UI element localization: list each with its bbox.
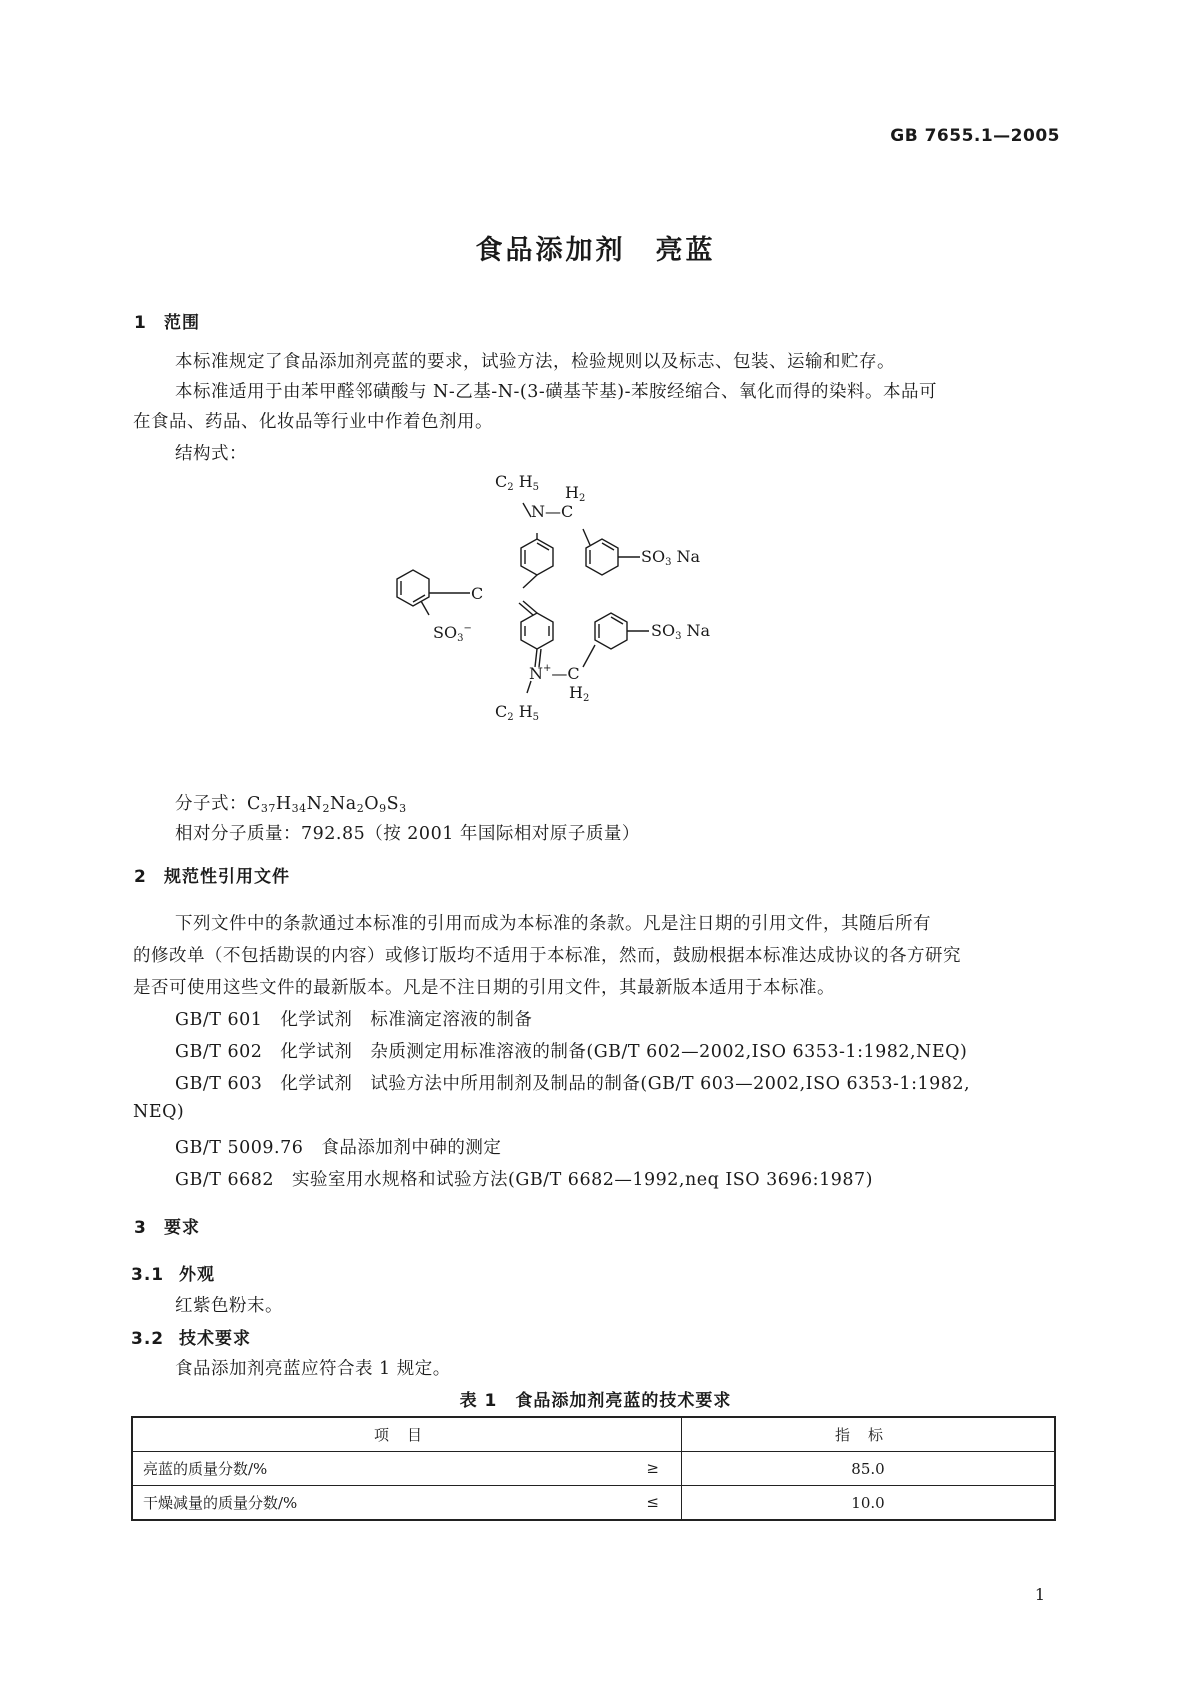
requirements-table <box>131 1416 1056 1521</box>
subsection-number: 3.1 <box>131 1265 165 1285</box>
comparison-symbol: ≥ <box>646 1459 659 1477</box>
sulfonate-group-2: SO3 Na <box>651 621 711 642</box>
sulfonate-group-1: SO3 Na <box>641 547 701 568</box>
table-cell-item <box>132 1486 682 1521</box>
paragraph: 在食品、药品、化妆品等行业中作着色剂用。 <box>133 412 493 432</box>
molar-mass: 相对分子质量：792.85（按 2001 年国际相对原子质量） <box>175 824 640 844</box>
table-row <box>132 1486 1055 1521</box>
benzene-ring <box>586 539 618 575</box>
paragraph: 本标准适用于由苯甲醛邻磺酸与 N-乙基-N-(3-磺基苄基)-苯胺经缩合、氧化而得的染料。本品可 <box>175 382 938 402</box>
page-number: 1 <box>1034 1585 1045 1604</box>
table-row <box>132 1452 1055 1486</box>
formula-element: S <box>386 794 400 814</box>
section-2-heading <box>134 862 290 887</box>
paragraph: 红紫色粉末。 <box>175 1296 283 1316</box>
column-header-value: 指标 <box>682 1417 1056 1452</box>
subsection-title: 外观 <box>179 1265 215 1285</box>
structure-label: 结构式： <box>175 444 247 464</box>
subsection-number: 3.2 <box>131 1329 165 1349</box>
benzene-ring <box>521 539 553 575</box>
paragraph: 食品添加剂亮蓝应符合表 1 规定。 <box>175 1359 451 1379</box>
sulfonate-anion: SO3− <box>433 623 472 644</box>
central-carbon: C <box>471 584 484 603</box>
table-header-row <box>132 1417 1055 1452</box>
reference-item: GB/T 5009.76 食品添加剂中砷的测定 <box>175 1138 502 1158</box>
section-number: 3 <box>134 1218 147 1238</box>
formula-element: N <box>306 794 323 814</box>
formula-element: O <box>364 794 380 814</box>
formula-element: Na <box>329 794 357 814</box>
standard-code: GB 7655.1—2005 <box>890 126 1060 146</box>
formula-subscript: 3 <box>399 802 407 815</box>
reference-item: GB/T 6682 实验室用水规格和试验方法(GB/T 6682—1992,neq ISO 3696:1987) <box>175 1170 873 1190</box>
reference-item: GB/T 603 化学试剂 试验方法中所用制剂及制品的制备(GB/T 603—2002,ISO 6353-1:1982, <box>175 1074 971 1094</box>
section-title: 范围 <box>164 313 200 333</box>
section-title: 规范性引用文件 <box>164 867 290 887</box>
document-title: 食品添加剂 亮蓝 <box>475 235 716 266</box>
ethyl-group-bottom: C2 H5 <box>495 702 540 723</box>
formula-subscript: 37 <box>260 802 276 815</box>
section-title: 要求 <box>164 1218 200 1238</box>
paragraph: 下列文件中的条款通过本标准的引用而成为本标准的条款。凡是注日期的引用文件，其随后所有 <box>175 914 931 934</box>
section-3-heading <box>134 1213 200 1238</box>
methylene-top: H2 <box>565 483 586 504</box>
paragraph: 是否可使用这些文件的最新版本。凡是不注日期的引用文件，其最新版本适用于本标准。 <box>133 978 835 998</box>
quinoid-ring <box>521 613 553 649</box>
subsection-title: 技术要求 <box>179 1329 251 1349</box>
benzene-ring <box>397 570 429 606</box>
benzene-ring <box>595 613 627 649</box>
amine-nitrogen-top: N—C <box>531 502 574 521</box>
item-label: 亮蓝的质量分数/% <box>143 1460 268 1478</box>
formula-subscript: 9 <box>379 802 387 815</box>
section-number: 1 <box>134 313 147 333</box>
formula-subscript: 2 <box>356 802 365 815</box>
formula-element: H <box>275 794 292 814</box>
formula-subscript: 34 <box>291 802 307 815</box>
table-cell-value: 85.0 <box>682 1452 1056 1486</box>
structural-formula <box>415 472 745 730</box>
table-cell-item <box>132 1452 682 1486</box>
section-1-heading <box>134 308 200 333</box>
reference-item: GB/T 601 化学试剂 标准滴定溶液的制备 <box>175 1010 533 1030</box>
methylene-bottom: H2 <box>569 683 590 704</box>
reference-item-continued: NEQ) <box>133 1102 185 1122</box>
paragraph: 的修改单（不包括勘误的内容）或修订版均不适用于本标准，然而，鼓励根据本标准达成协议的各方研究 <box>133 946 961 966</box>
comparison-symbol: ≤ <box>646 1493 659 1511</box>
reference-item: GB/T 602 化学试剂 杂质测定用标准溶液的制备(GB/T 602—2002,ISO 6353-1:1982,NEQ) <box>175 1042 968 1062</box>
table-cell-value: 10.0 <box>682 1486 1056 1521</box>
subsection-3-2-heading <box>131 1324 251 1349</box>
section-number: 2 <box>134 867 147 887</box>
column-header-item: 项目 <box>132 1417 682 1452</box>
molecular-formula <box>175 790 407 815</box>
item-label: 干燥减量的质量分数/% <box>143 1494 298 1512</box>
formula-label: 分子式： <box>175 794 247 814</box>
subsection-3-1-heading <box>131 1260 215 1285</box>
formula-subscript: 2 <box>322 802 330 815</box>
formula-element: C <box>247 794 261 814</box>
ethyl-group-top: C2 H5 <box>495 472 540 493</box>
table-title: 表 1 食品添加剂亮蓝的技术要求 <box>459 1391 732 1411</box>
paragraph: 本标准规定了食品添加剂亮蓝的要求，试验方法，检验规则以及标志、包装、运输和贮存。 <box>175 352 895 372</box>
ammonium-nitrogen: N+—C <box>529 663 580 683</box>
